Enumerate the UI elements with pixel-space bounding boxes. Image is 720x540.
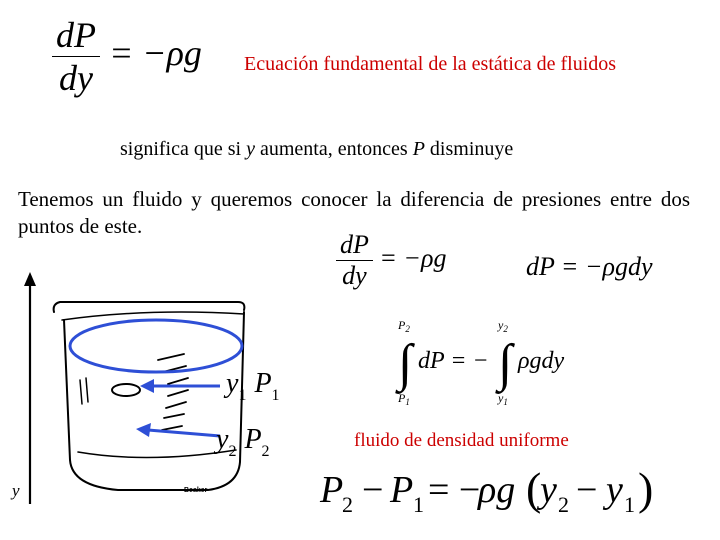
integral-right-integrand: ρgdy xyxy=(518,348,565,374)
integral-equation xyxy=(394,316,594,406)
svg-text:P: P xyxy=(320,469,344,511)
surface-ellipse xyxy=(70,320,242,372)
main-equation-fraction xyxy=(52,14,100,99)
beaker-figure xyxy=(8,268,308,518)
integral-sign-right: ∫ xyxy=(498,335,513,392)
main-equation-denominator: dy xyxy=(59,58,93,98)
svg-text:2: 2 xyxy=(342,492,353,517)
svg-text:(: ( xyxy=(526,463,542,514)
svg-text:−: − xyxy=(576,469,598,511)
svg-text:= −: = − xyxy=(428,469,481,511)
svg-text:1: 1 xyxy=(624,492,635,517)
integral-sign-left: ∫ xyxy=(398,335,413,392)
svg-text:P: P xyxy=(390,469,414,511)
integral-lower-right: $y_1$ xyxy=(498,391,508,406)
meaning-var-p: P xyxy=(412,138,425,160)
differential-equation: dP = −ρgdy xyxy=(526,252,653,281)
svg-text:−: − xyxy=(362,469,384,511)
integral-left-integrand: dP = − xyxy=(418,348,489,374)
integral-upper-left: $P_2$ xyxy=(398,318,410,334)
meaning-part1: significa que si xyxy=(120,138,247,160)
svg-text:1: 1 xyxy=(413,492,424,517)
svg-text:ρg: ρg xyxy=(478,469,516,511)
slide-title: Ecuación fundamental de la estática de fluidos xyxy=(244,53,617,75)
svg-text:y: y xyxy=(540,469,557,511)
small-equation-rhs: = −ρg xyxy=(379,243,447,273)
point2-label: $y_2$ $P_2$ xyxy=(216,424,270,460)
small-equation-denominator: dy xyxy=(342,261,367,290)
main-equation-rhs: = −ρg xyxy=(109,32,202,73)
beaker-icon xyxy=(54,302,245,490)
small-equation xyxy=(336,230,446,291)
svg-text:2: 2 xyxy=(558,492,569,517)
point1-label: $y_1$ $P_1$ xyxy=(226,368,280,404)
meaning-part2: aumenta, entonces xyxy=(254,138,413,160)
meaning-part3: disminuye xyxy=(424,138,514,160)
integral-lower-left: $P_1$ xyxy=(398,391,410,406)
meaning-var-y: y xyxy=(246,138,255,160)
point2-arrow-icon xyxy=(136,423,220,437)
svg-text:): ) xyxy=(638,463,654,514)
result-equation xyxy=(318,462,678,522)
y-axis-label: y xyxy=(12,481,20,500)
uniform-density-note: fluido de densidad uniforme xyxy=(354,430,569,451)
small-equation-numerator: dP xyxy=(340,230,369,259)
y-axis-arrow-icon xyxy=(24,272,36,504)
beaker-label: Beaker xyxy=(184,487,208,494)
intro-paragraph: Tenemos un fluido y queremos conocer la diferencia de presiones entre dos puntos de este. xyxy=(18,187,690,238)
main-equation-numerator: dP xyxy=(56,15,96,55)
meaning-sentence xyxy=(120,138,513,161)
integral-upper-right: $y_2$ xyxy=(498,318,508,334)
svg-text:y: y xyxy=(606,469,623,511)
main-equation xyxy=(52,14,202,99)
